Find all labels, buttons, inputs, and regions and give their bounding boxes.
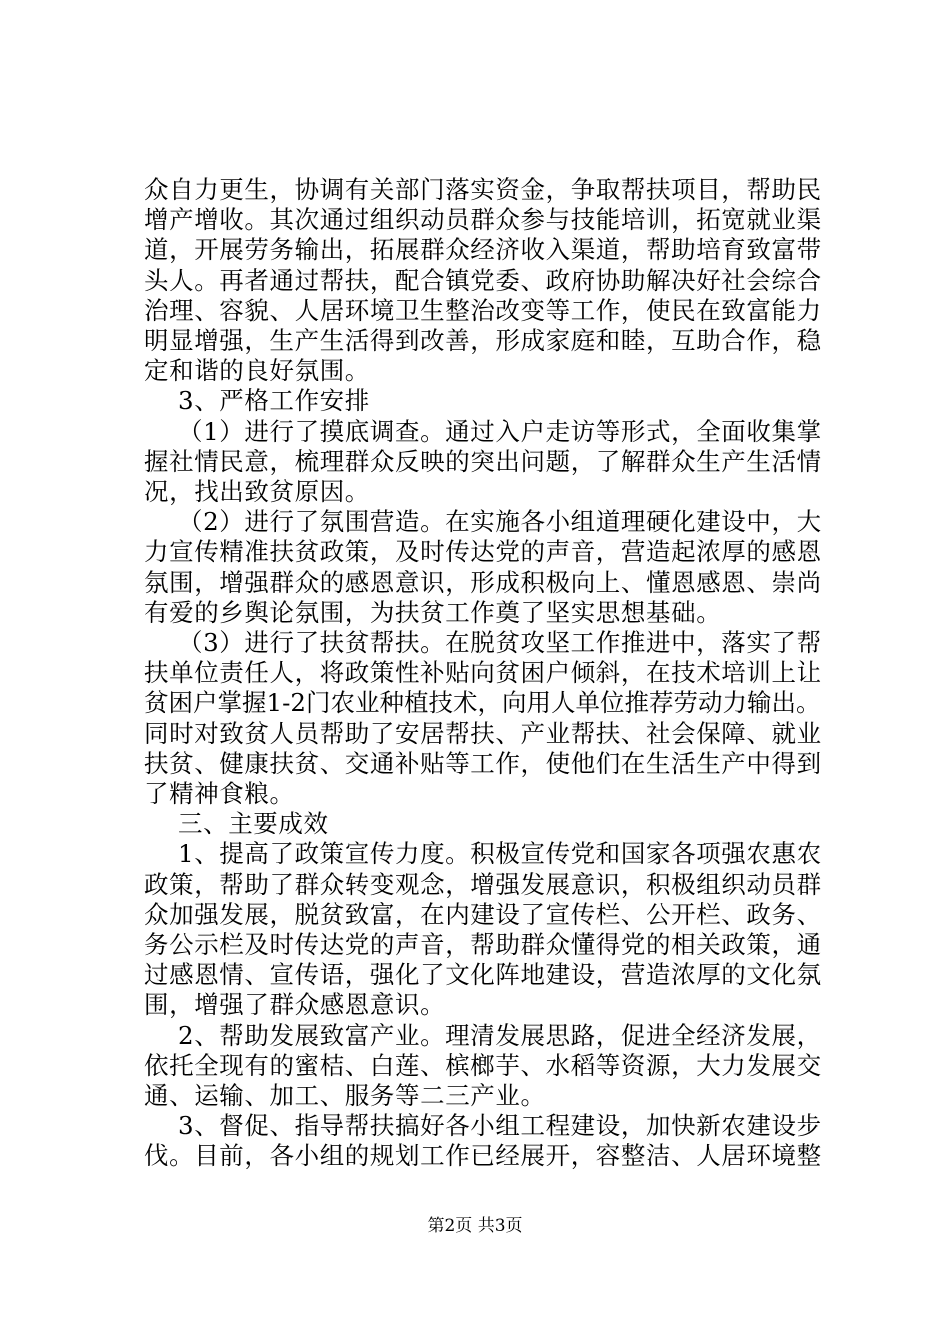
paragraph-line: 况，找出致贫原因。 <box>144 477 370 506</box>
paragraph-line: 同时对致贫人员帮助了安居帮扶、产业帮扶、社会保障、就业 <box>144 719 822 748</box>
paragraph-line: 伐。目前，各小组的规划工作已经展开，容整洁、人居环境整 <box>144 1141 822 1170</box>
paragraph-line: 1、提高了政策宣传力度。积极宣传党和国家各项强农惠农 <box>178 839 822 868</box>
paragraph-line: 贫困户掌握1-2门农业种植技术，向用人单位推荐劳动力输出。 <box>144 688 821 717</box>
paragraph-line: 2、帮助发展致富产业。理清发展思路，促进全经济发展， <box>178 1021 822 1050</box>
paragraph-line: 氛围，增强群众的感恩意识，形成积极向上、懂恩感恩、崇尚 <box>144 568 822 597</box>
paragraph-line: 增产增收。其次通过组织动员群众参与技能培训，拓宽就业渠 <box>144 205 822 234</box>
paragraph-line: 扶单位责任人，将政策性补贴向贫困户倾斜，在技术培训上让 <box>144 658 822 687</box>
paragraph-line: 3、督促、指导帮扶搞好各小组工程建设，加快新农建设步 <box>178 1111 822 1140</box>
paragraph-line: 众加强发展，脱贫致富，在内建设了宣传栏、公开栏、政务、 <box>144 900 822 929</box>
paragraph-line: 过感恩情、宣传语，强化了文化阵地建设，营造浓厚的文化氛 <box>144 960 822 989</box>
paragraph-line: 围，增强了群众感恩意识。 <box>144 990 446 1019</box>
paragraph-line: 务公示栏及时传达党的声音，帮助群众懂得党的相关政策，通 <box>144 930 822 959</box>
section-heading: 三、主要成效 <box>178 809 329 838</box>
paragraph-line: 道，开展劳务输出，拓展群众经济收入渠道，帮助培育致富带 <box>144 235 822 264</box>
paragraph-line: 明显增强，生产生活得到改善，形成家庭和睦，互助合作，稳 <box>144 326 822 355</box>
page-footer: 第2页 共3页 <box>427 1216 523 1236</box>
paragraph-line: 握社情民意，梳理群众反映的突出问题，了解群众生产生活情 <box>144 447 822 476</box>
paragraph-line: 扶贫、健康扶贫、交通补贴等工作，使他们在生活生产中得到 <box>144 749 822 778</box>
paragraph-line: 了精神食粮。 <box>144 779 295 808</box>
paragraph-line: （2）进行了氛围营造。在实施各小组道理硬化建设中，大 <box>178 507 822 536</box>
paragraph-line: 定和谐的良好氛围。 <box>144 356 370 385</box>
paragraph-line: 通、运输、加工、服务等二三产业。 <box>144 1081 546 1110</box>
paragraph-line: （3）进行了扶贫帮扶。在脱贫攻坚工作推进中，落实了帮 <box>178 628 822 657</box>
paragraph-line: 有爱的乡舆论氛围，为扶贫工作奠了坚实思想基础。 <box>144 598 722 627</box>
paragraph-line: 治理、容貌、人居环境卫生整治改变等工作，使民在致富能力 <box>144 296 822 325</box>
paragraph-line: 政策，帮助了群众转变观念，增强发展意识，积极组织动员群 <box>144 870 822 899</box>
section-heading: 3、严格工作安排 <box>178 386 370 415</box>
paragraph-line: （1）进行了摸底调查。通过入户走访等形式，全面收集掌 <box>178 417 822 446</box>
paragraph-line: 力宣传精准扶贫政策，及时传达党的声音，营造起浓厚的感恩 <box>144 537 822 566</box>
paragraph-line: 头人。再者通过帮扶，配合镇党委、政府协助解决好社会综合 <box>144 266 822 295</box>
paragraph-line: 众自力更生，协调有关部门落实资金，争取帮扶项目，帮助民 <box>144 175 822 204</box>
paragraph-line: 依托全现有的蜜桔、白莲、槟榔芋、水稻等资源，大力发展交 <box>144 1051 822 1080</box>
